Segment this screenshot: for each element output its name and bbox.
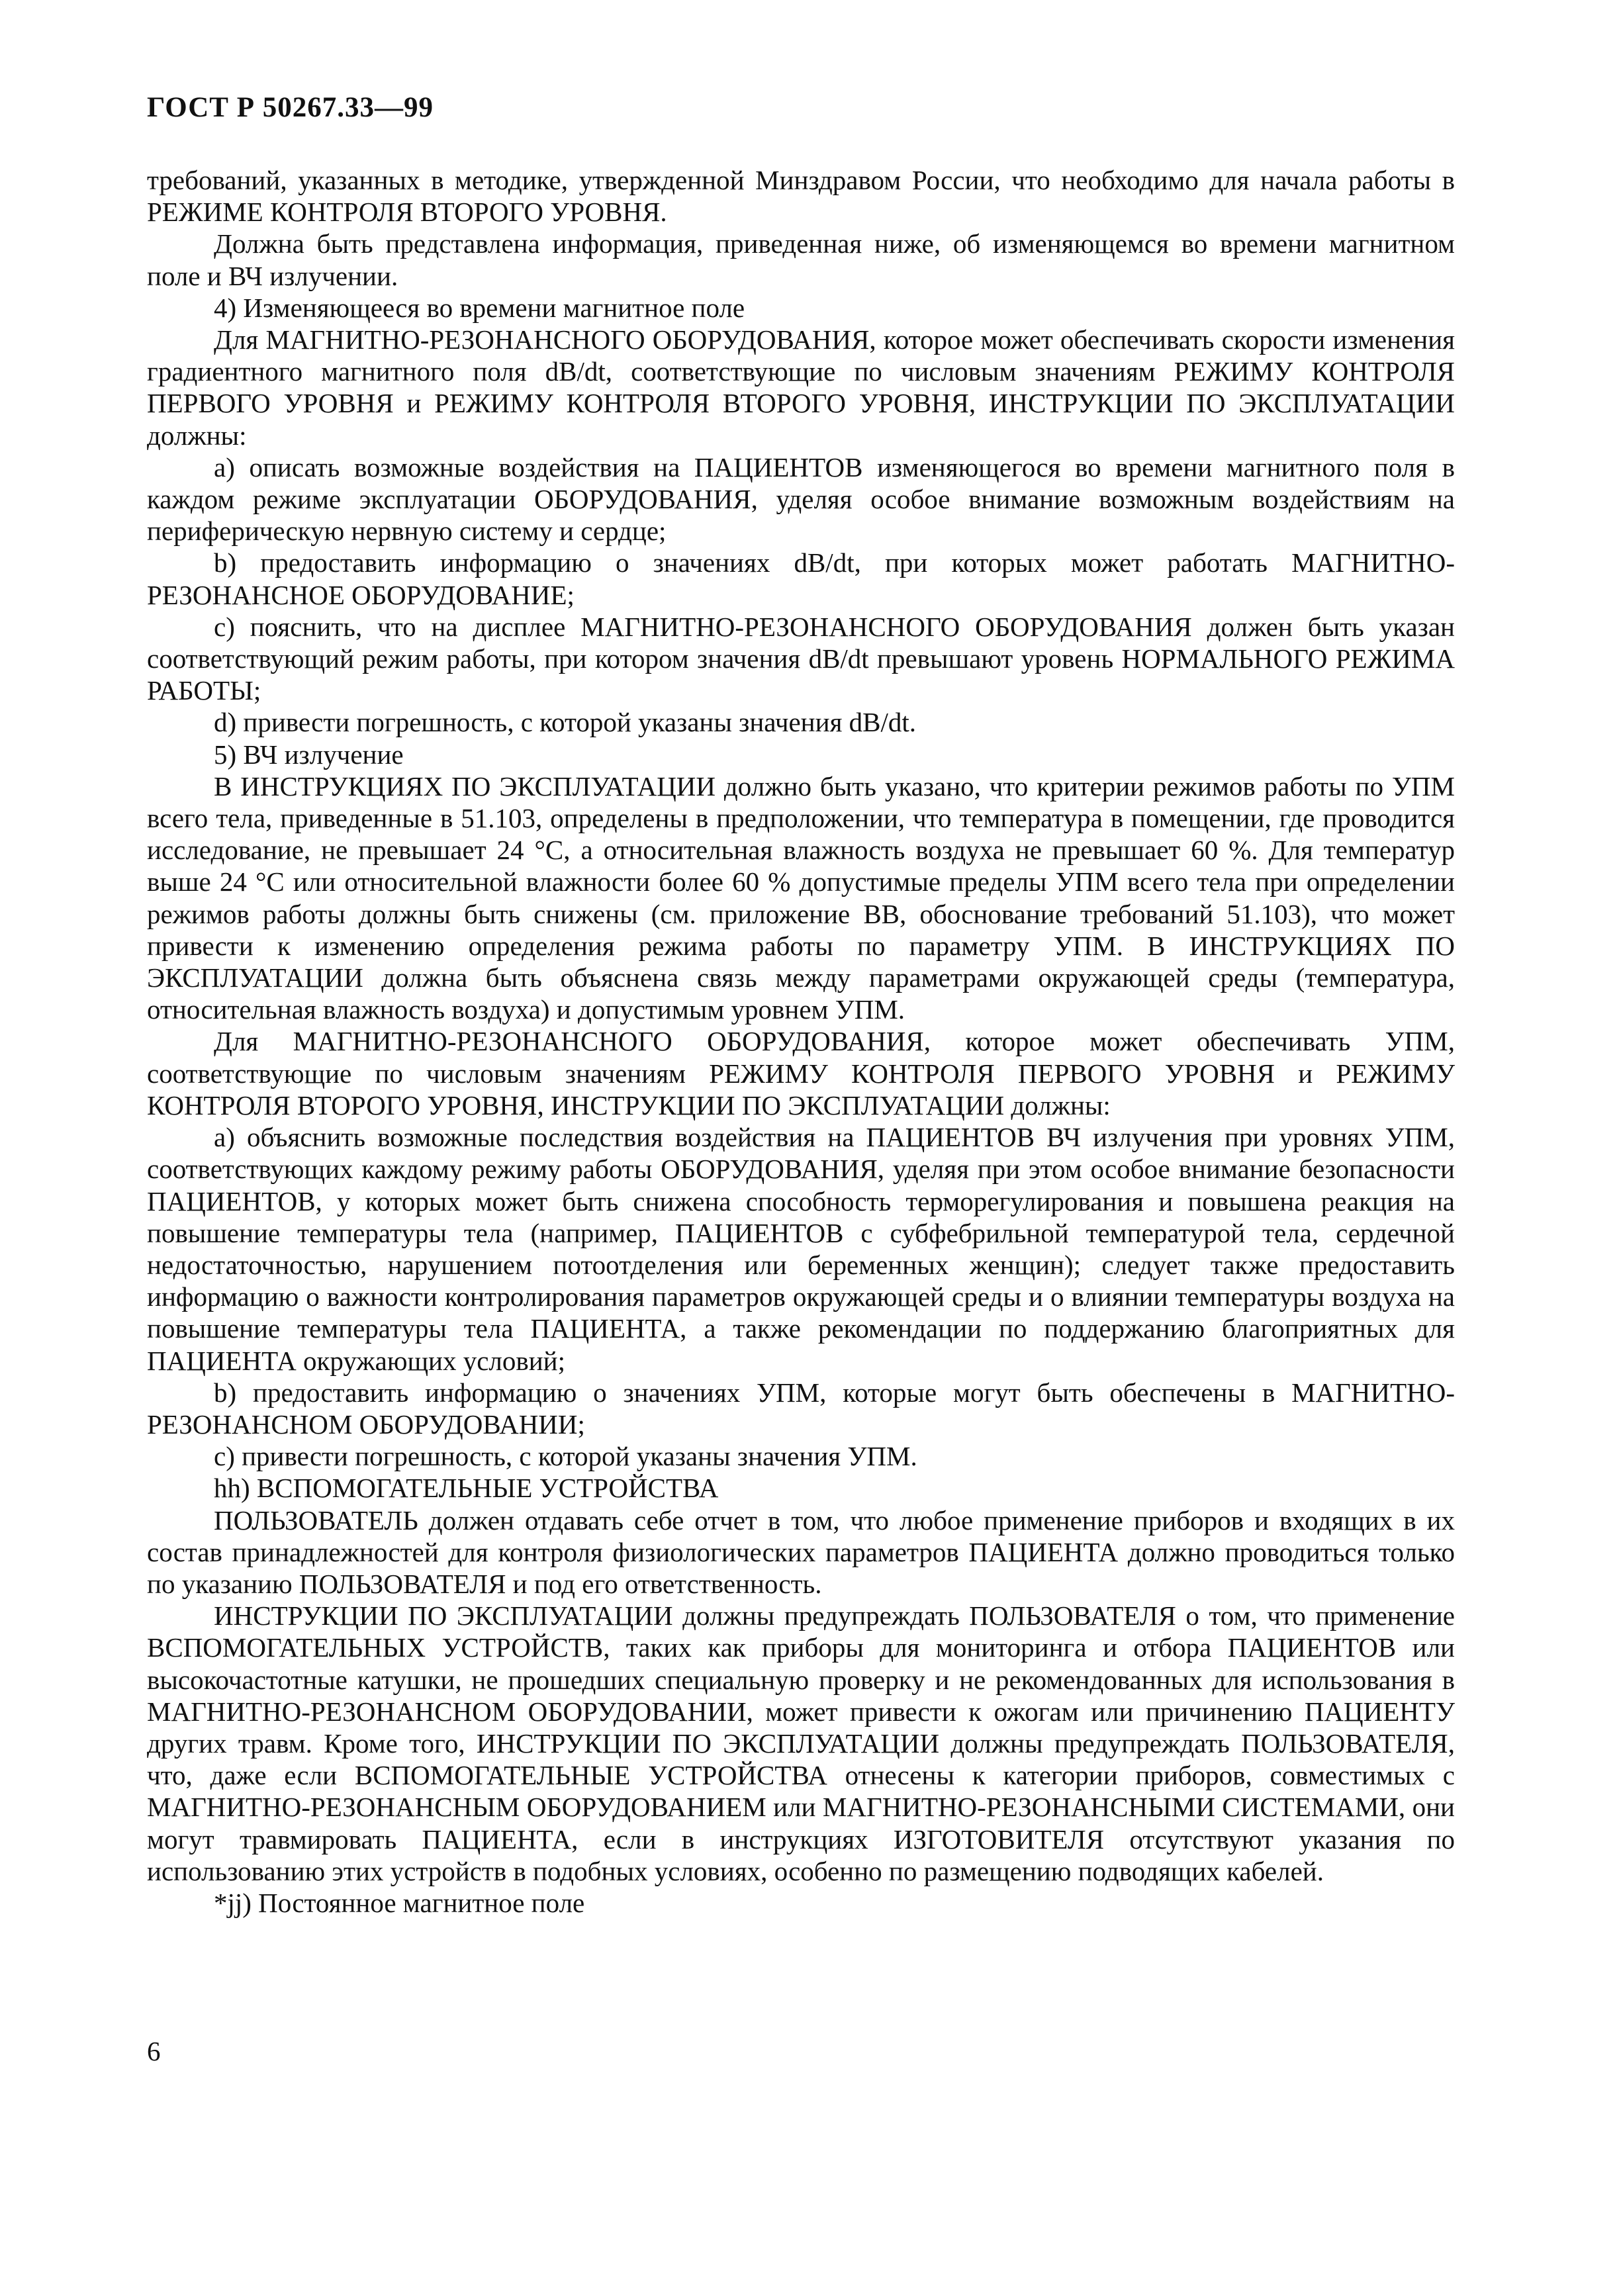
- section-heading-auxiliary-devices: hh) ВСПОМОГАТЕЛЬНЫЕ УСТРОЙСТВА: [214, 1473, 719, 1504]
- paragraph-info-intro: Должна быть представлена информация, приведенная ниже, об изменяющемся во времени магнитном поле и ВЧ излучении.: [147, 228, 1455, 291]
- paragraph-db-dt-requirements: Для МАГНИТНО-РЕЗОНАНСНОГО ОБОРУДОВАНИЯ, которое может обеспечивать скорости изменения градиентного магнитного поля dB/dt, соответствующие по числовым значениям РЕЖИМУ КОНТРОЛЯ ПЕРВОГО УРОВНЯ и РЕЖИМУ КОНТРОЛЯ ВТОРОГО УРОВНЯ, ИНСТРУКЦИИ ПО ЭКСПЛУАТАЦИИ должны:: [147, 324, 1455, 451]
- paragraph-instructions-warning: ИНСТРУКЦИИ ПО ЭКСПЛУАТАЦИИ должны предупреждать ПОЛЬЗОВАТЕЛЯ о том, что применение ВСПОМОГАТЕЛЬНЫХ УСТРОЙСТВ, таких как приборы для мониторинга и отбора ПАЦИЕНТОВ или высокочастотные катушки, не прошедших специальную проверку и не рекомендованных для использования в МАГНИТНО-РЕЗОНАНСНОМ ОБОРУДОВАНИИ, может привести к ожогам или причинению ПАЦИЕНТУ других травм. Кроме того, ИНСТРУКЦИИ ПО ЭКСПЛУАТАЦИИ должны предупреждать ПОЛЬЗОВАТЕЛЯ, что, даже если ВСПОМОГАТЕЛЬНЫЕ УСТРОЙСТВА отнесены к категории приборов, совместимых с МАГНИТНО-РЕЗОНАНСНЫМ ОБОРУДОВАНИЕМ или МАГНИТНО-РЕЗОНАНСНЫМИ СИСТЕМАМИ, они могут травмировать ПАЦИЕНТА, если в инструкциях ИЗГОТОВИТЕЛЯ отсутствуют указания по использованию этих устройств в подобных условиях, особенно по размещению подводящих кабелей.: [147, 1600, 1455, 1886]
- paragraph-user-responsibility: ПОЛЬЗОВАТЕЛЬ должен отдавать себе отчет в том, что любое применение приборов и входящих в их состав принадлежностей для контроля физиологических параметров ПАЦИЕНТА должно проводиться только по указанию ПОЛЬЗОВАТЕЛЯ и под его ответственность.: [147, 1504, 1455, 1599]
- list-item-a-rf-effects: а) объяснить возможные последствия воздействия на ПАЦИЕНТОВ ВЧ излучения при уровнях УПМ, соответствующих каждому режиму работы ОБОРУДОВАНИЯ, уделяя при этом особое внимание безопасности ПАЦИЕНТОВ, у которых может быть снижена способность терморегулирования и повышена реакция на повышение температуры тела (например, ПАЦИЕНТОВ с субфебрильной температурой тела, сердечной недостаточностью, нарушением потоотделения или беременных женщин); следует также предоставить информацию о важности контролирования параметров окружающей среды и о влиянии температуры воздуха на повышение температуры тела ПАЦИЕНТА, а также рекомендации по поддержанию благоприятных для ПАЦИЕНТА окружающих условий;: [147, 1122, 1455, 1376]
- paragraph-sar-criteria: В ИНСТРУКЦИЯХ ПО ЭКСПЛУАТАЦИИ должно быть указано, что критерии режимов работы по УПМ всего тела, приведенные в 51.103, определены в предположении, что температура в помещении, где проводится исследование, не превышает 24 °С, а относительная влажность воздуха не превышает 60 %. Для температур выше 24 °С или относительной влажности более 60 % допустимые пределы УПМ всего тела при определении режимов работы должны быть снижены (см. приложение ВВ, обоснование требований 51.103), что может привести к изменению определения режима работы по параметру УПМ. В ИНСТРУКЦИЯХ ПО ЭКСПЛУАТАЦИИ должна быть объяснена связь между параметрами окружающей среды (температура, относительная влажность воздуха) и допустимым уровнем УПМ.: [147, 770, 1455, 1025]
- section-heading-rf-radiation: 5) ВЧ излучение: [214, 739, 404, 770]
- list-item-b-sar-values: b) предоставить информацию о значениях УПМ, которые могут быть обеспечены в МАГНИТНО-РЕЗОНАНСНОМ ОБОРУДОВАНИИ;: [147, 1377, 1455, 1440]
- document-body: [147, 164, 1455, 1919]
- section-heading-magnetic-field: 4) Изменяющееся во времени магнитное поле: [214, 292, 745, 323]
- list-item-d-accuracy: d) привести погрешность, с которой указаны значения dB/dt.: [214, 707, 917, 738]
- document-header: ГОСТ Р 50267.33—99: [147, 92, 434, 123]
- list-item-c-display-mode: с) пояснить, что на дисплее МАГНИТНО-РЕЗОНАНСНОГО ОБОРУДОВАНИЯ должен быть указан соответствующий режим работы, при котором значения dB/dt превышают уровень НОРМАЛЬНОГО РЕЖИМА РАБОТЫ;: [147, 611, 1455, 706]
- list-item-b-db-dt-values: b) предоставить информацию о значениях dB/dt, при которых может работать МАГНИТНО-РЕЗОНАНСНОЕ ОБОРУДОВАНИЕ;: [147, 547, 1455, 610]
- list-item-c-sar-accuracy: с) привести погрешность, с которой указаны значения УПМ.: [214, 1441, 917, 1472]
- paragraph-continuation: требований, указанных в методике, утвержденной Минздравом России, что необходимо для начала работы в РЕЖИМЕ КОНТРОЛЯ ВТОРОГО УРОВНЯ.: [147, 165, 1455, 228]
- section-heading-static-field: *jj) Постоянное магнитное поле: [214, 1887, 585, 1918]
- page-number: 6: [147, 2036, 161, 2066]
- paragraph-sar-requirements: Для МАГНИТНО-РЕЗОНАНСНОГО ОБОРУДОВАНИЯ, которое может обеспечивать УПМ, соответствующие по числовым значениям РЕЖИМУ КОНТРОЛЯ ПЕРВОГО УРОВНЯ и РЕЖИМУ КОНТРОЛЯ ВТОРОГО УРОВНЯ, ИНСТРУКЦИИ ПО ЭКСПЛУАТАЦИИ должны:: [147, 1026, 1455, 1121]
- list-item-a-effects: а) описать возможные воздействия на ПАЦИЕНТОВ изменяющегося во времени магнитного поля в каждом режиме эксплуатации ОБОРУДОВАНИЯ, уделяя особое внимание возможным воздействиям на периферическую нервную систему и сердце;: [147, 451, 1455, 547]
